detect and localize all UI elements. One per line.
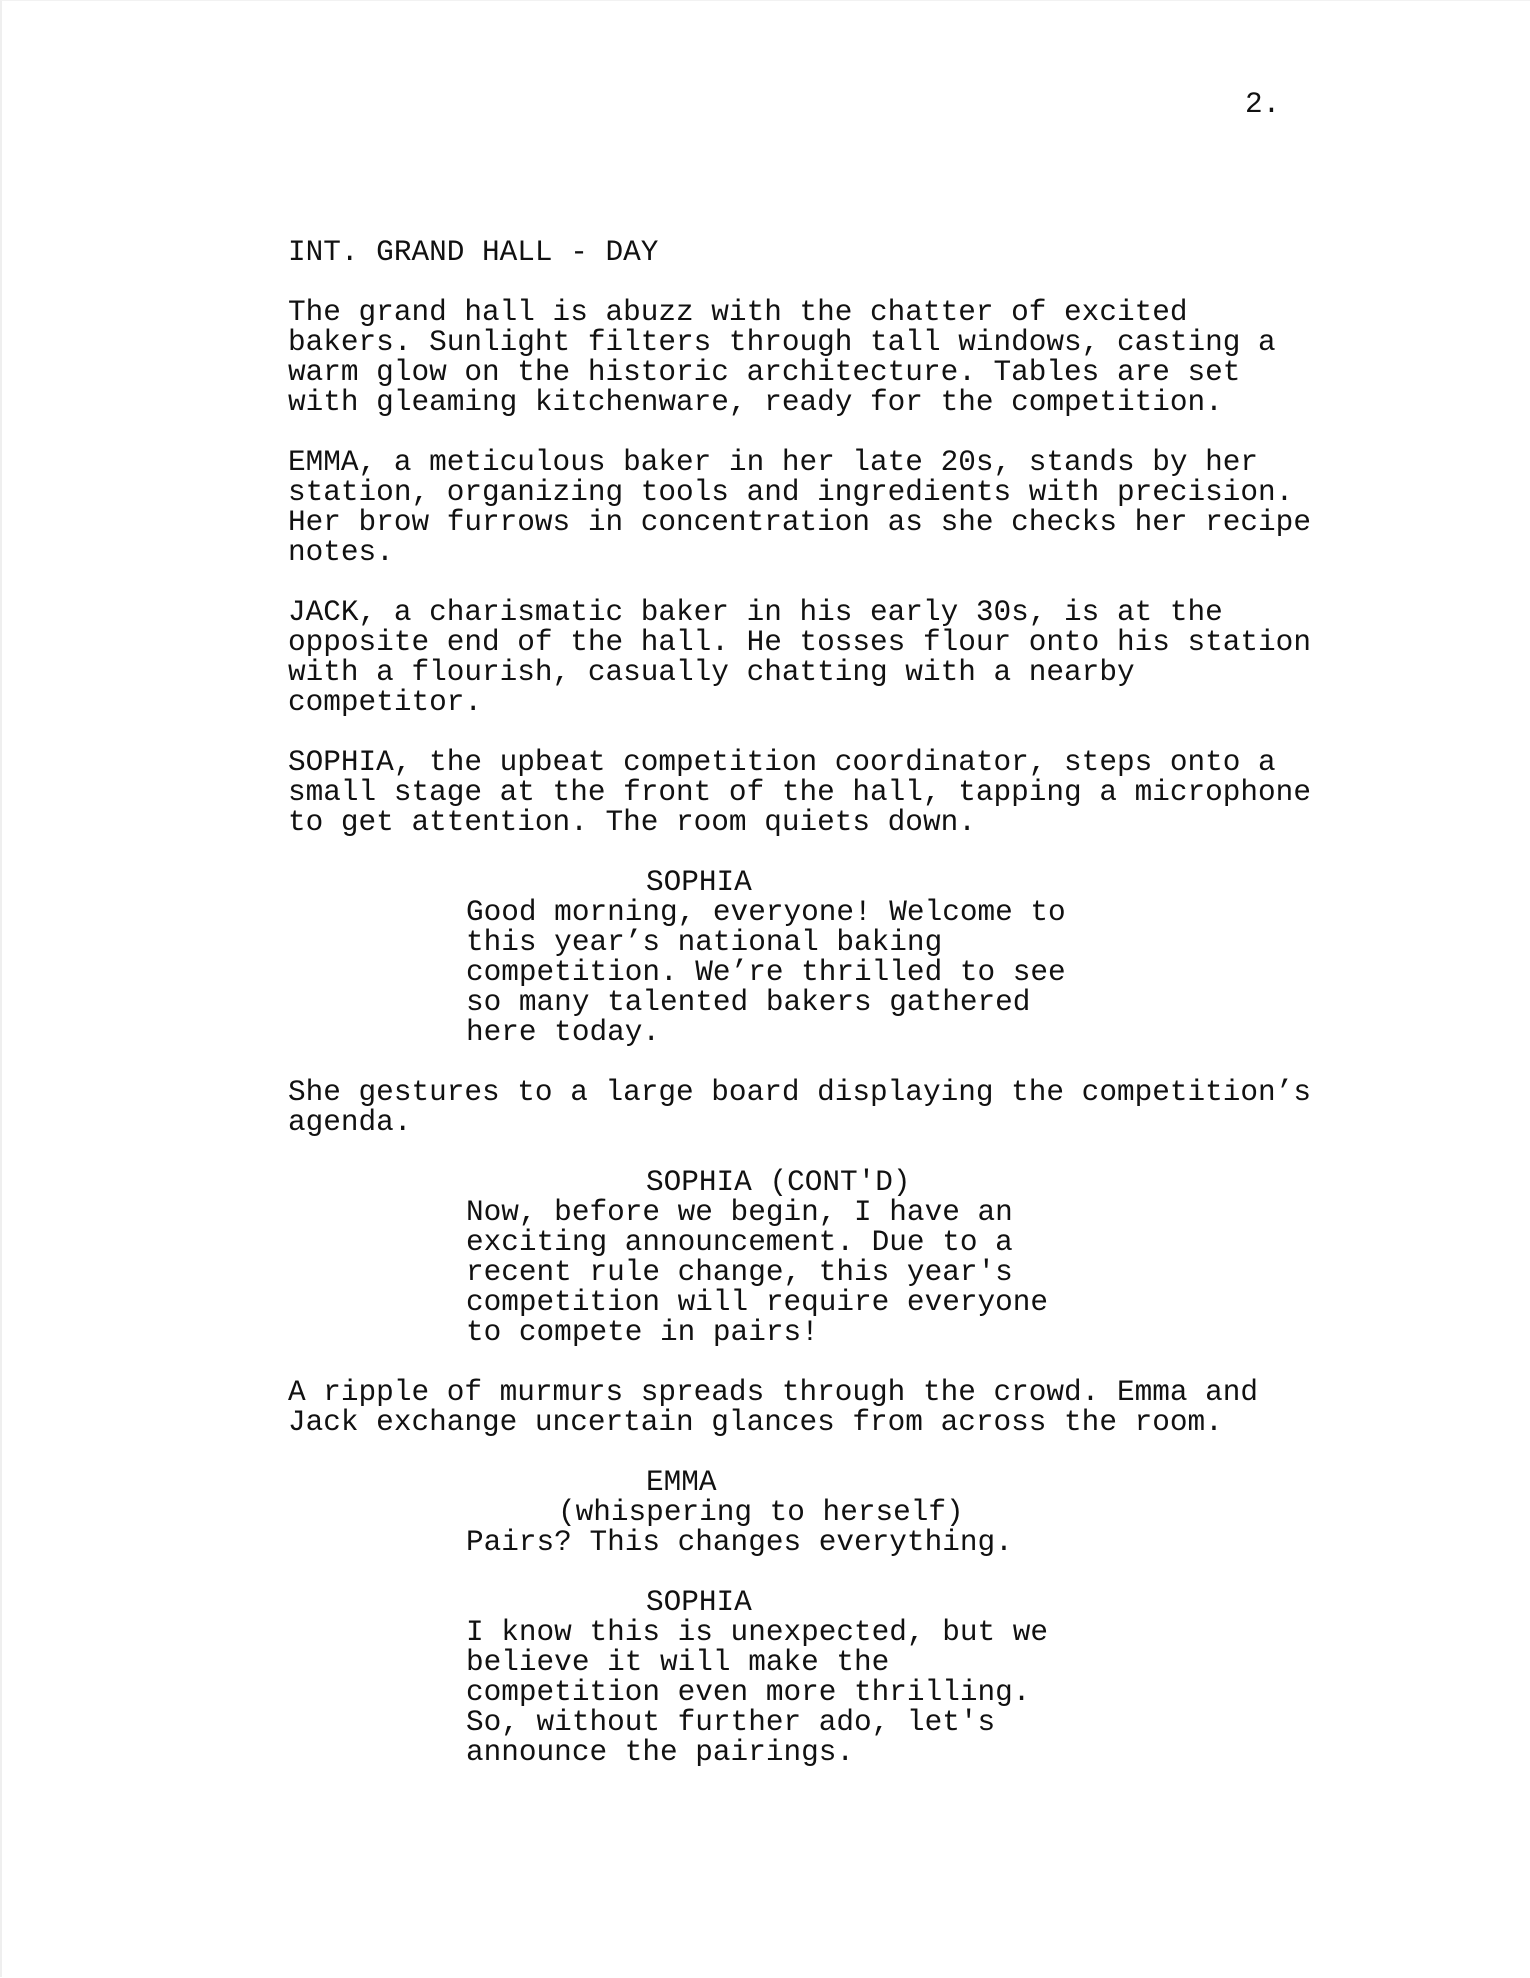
- dialogue-line: I know this is unexpected, but we: [466, 1616, 1049, 1649]
- blank-line: [288, 418, 1388, 448]
- page-number: 2.: [1245, 88, 1281, 121]
- dialogue-block-1: [288, 868, 1388, 1048]
- parenthetical: (whispering to herself): [558, 1496, 964, 1529]
- dialogue-line: so many talented bakers gathered: [466, 986, 1031, 1019]
- blank-line: [288, 568, 1388, 598]
- dialogue-block-4: [288, 1588, 1388, 1768]
- dialogue-line: competition. We’re thrilled to see: [466, 956, 1066, 989]
- dialogue-line: exciting announcement. Due to a: [466, 1226, 1013, 1259]
- action-block-2: [288, 448, 1388, 568]
- blank-line: [288, 1048, 1388, 1078]
- action-line: She gestures to a large board displaying the competition’s: [288, 1076, 1311, 1109]
- character-name: SOPHIA: [646, 1586, 752, 1619]
- action-line: small stage at the front of the hall, tapping a microphone: [288, 776, 1311, 809]
- action-line: SOPHIA, the upbeat competition coordinator, steps onto a: [288, 746, 1276, 779]
- dialogue-line: So, without further ado, let's: [466, 1706, 996, 1739]
- action-line: agenda.: [288, 1106, 412, 1139]
- character-name: EMMA: [646, 1466, 717, 1499]
- action-line: station, organizing tools and ingredients with precision.: [288, 476, 1294, 509]
- action-line: with gleaming kitchenware, ready for the competition.: [288, 386, 1223, 419]
- blank-line: [288, 1348, 1388, 1378]
- dialogue-line: announce the pairings.: [466, 1736, 855, 1769]
- action-line: opposite end of the hall. He tosses flour onto his station: [288, 626, 1311, 659]
- action-line: competitor.: [288, 686, 483, 719]
- action-line: warm glow on the historic architecture. Tables are set: [288, 356, 1241, 389]
- blank-line: [288, 1438, 1388, 1468]
- blank-line: [288, 1558, 1388, 1588]
- action-block-6: [288, 1378, 1388, 1438]
- action-block-4: [288, 748, 1388, 838]
- dialogue-line: here today.: [466, 1016, 661, 1049]
- character-name: SOPHIA: [646, 866, 752, 899]
- action-line: bakers. Sunlight filters through tall windows, casting a: [288, 326, 1276, 359]
- dialogue-line: recent rule change, this year's: [466, 1256, 1013, 1289]
- action-block-5: [288, 1078, 1388, 1138]
- action-line: Her brow furrows in concentration as she checks her recipe: [288, 506, 1311, 539]
- dialogue-line: Pairs? This changes everything.: [466, 1526, 1013, 1559]
- action-line: to get attention. The room quiets down.: [288, 806, 976, 839]
- action-line: notes.: [288, 536, 394, 569]
- dialogue-block-3: [288, 1468, 1388, 1558]
- blank-line: [288, 268, 1388, 298]
- character-name: SOPHIA (CONT'D): [646, 1166, 911, 1199]
- action-line: EMMA, a meticulous baker in her late 20s, stands by her: [288, 446, 1259, 479]
- blank-line: [288, 838, 1388, 868]
- scene-heading: [288, 238, 1388, 268]
- dialogue-line: competition even more thrilling.: [466, 1676, 1031, 1709]
- action-line: with a flourish, casually chatting with a nearby: [288, 656, 1135, 689]
- dialogue-line: Good morning, everyone! Welcome to: [466, 896, 1066, 929]
- dialogue-line: this year’s national baking: [466, 926, 943, 959]
- dialogue-line: competition will require everyone: [466, 1286, 1049, 1319]
- blank-line: [288, 1138, 1388, 1168]
- dialogue-line: to compete in pairs!: [466, 1316, 819, 1349]
- action-block-3: [288, 598, 1388, 718]
- scene-heading-text: INT. GRAND HALL - DAY: [288, 236, 659, 269]
- dialogue-line: believe it will make the: [466, 1646, 890, 1679]
- blank-line: [288, 718, 1388, 748]
- action-block-1: [288, 298, 1388, 418]
- dialogue-block-2: [288, 1168, 1388, 1348]
- screenplay-body: [288, 238, 1388, 1768]
- action-line: JACK, a charismatic baker in his early 30s, is at the: [288, 596, 1223, 629]
- action-line: A ripple of murmurs spreads through the crowd. Emma and: [288, 1376, 1259, 1409]
- dialogue-line: Now, before we begin, I have an: [466, 1196, 1013, 1229]
- action-line: The grand hall is abuzz with the chatter of excited: [288, 296, 1188, 329]
- action-line: Jack exchange uncertain glances from across the room.: [288, 1406, 1223, 1439]
